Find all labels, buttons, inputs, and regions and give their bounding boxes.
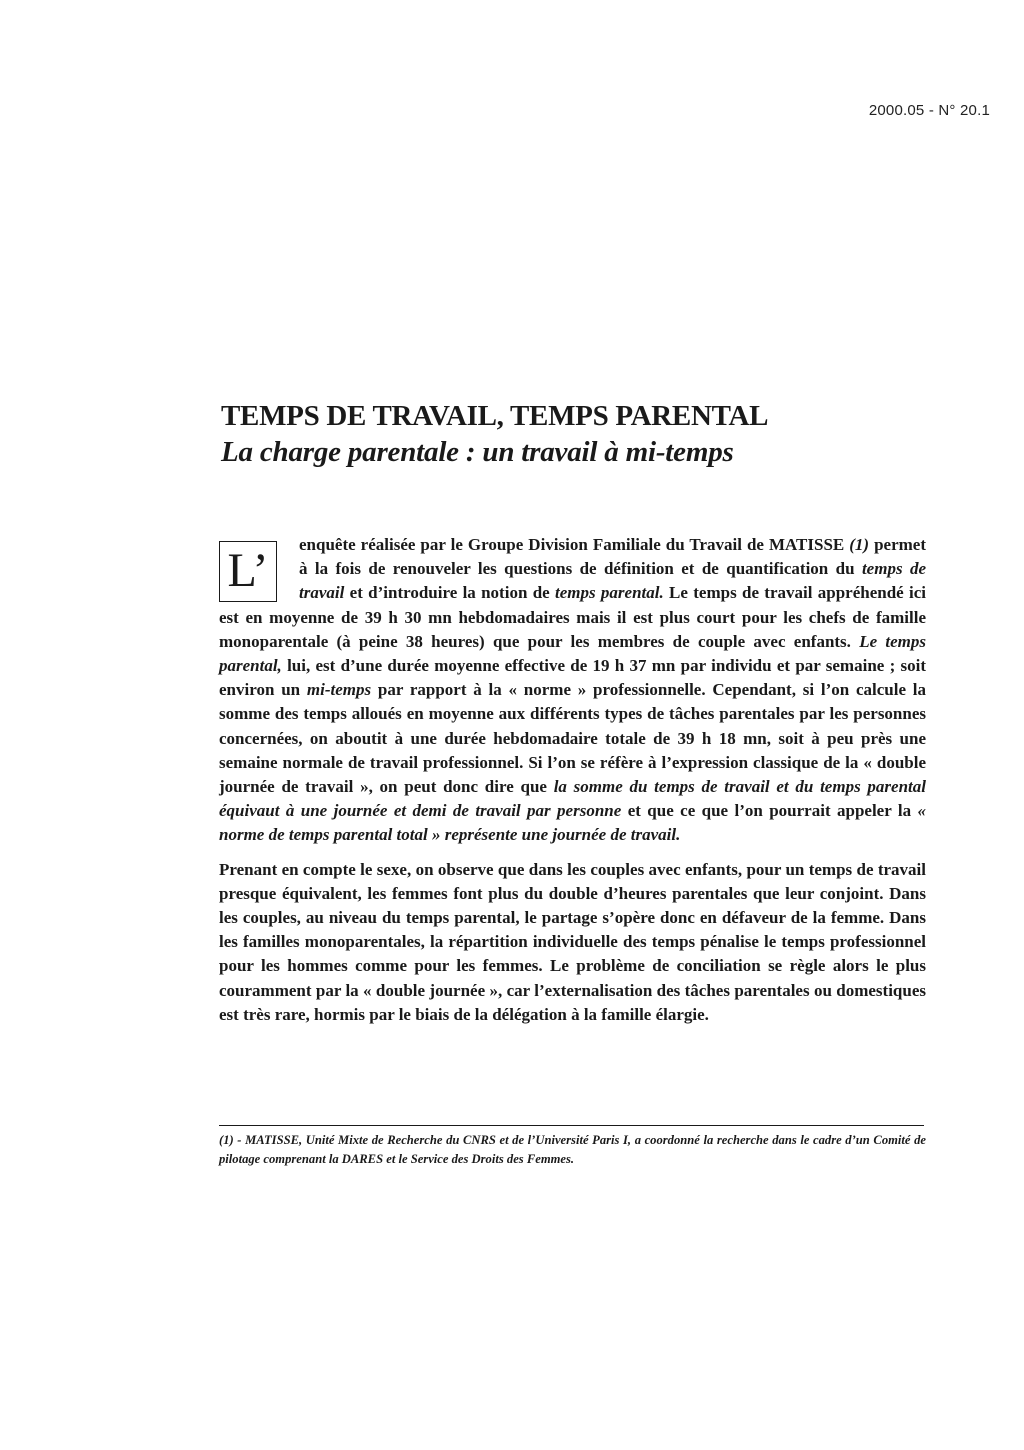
document-reference: 2000.05 - N° 20.1 [868,102,990,119]
emphasis-text: temps de travail [299,559,926,603]
paragraph-1 [219,533,926,848]
footnote-divider [219,1125,924,1126]
emphasis-text: mi-temps [306,680,372,700]
text-run: permet à la fois de renouveler les questions de définition et de quantification du [299,535,926,579]
footnote: (1) - MATISSE, Unité Mixte de Recherche du CNRS et de l’Université Paris I, a coordonné la recherche dans le cadre d’un Comité de pilotage comprenant la DARES et le Service des Droits des Femmes. [219,1133,926,1166]
drop-cap: L’ [219,541,277,602]
text-run: et que ce que l’on pourrait appeler la [621,801,918,821]
text-run: enquête réalisée par le Groupe Division Familiale du Travail de MATISSE [299,535,850,554]
emphasis-text: « norme de temps parental total » représente une journée de travail. [219,801,926,845]
title-block [221,398,941,470]
page-title: TEMPS DE TRAVAIL, TEMPS PARENTAL [221,400,769,432]
text-run: lui, est d’une durée moyenne effective de 19 h 37 mn par individu et par semaine ; soit environ un [219,656,926,700]
footnote-marker: (1) [849,535,870,554]
article-body [219,533,926,1027]
page-subtitle: La charge parentale : un travail à mi-temps [221,436,734,468]
emphasis-text: la somme du temps de travail et du temps parental équivaut à une journée et demi de travail par personne [219,777,926,821]
text-run: par rapport à la « norme » professionnelle. Cependant, si l’on calcule la somme des temps alloués en moyenne aux différents types de tâches parentales par les personnes concernées, on aboutit à une durée hebdomadaire totale de 39 h 18 mn, soit à peu près une semaine normale de travail professionnel. Si l’on se réfère à l’expression classique de la « double journée de travail », on peut donc dire que [219,680,926,797]
text-run: et d’introduire la notion de [344,583,556,603]
paragraph-2: Prenant en compte le sexe, on observe que dans les couples avec enfants, pour un temps de travail presque équivalent, les femmes font plus du double d’heures parentales que leur conjoint. Dans les couples, au niveau du temps parental, le partage s’opère donc en défaveur de la femme. Dans les familles monoparentales, la répartition individuelle des temps pénalise le temps professionnel pour les hommes comme pour les femmes. Le problème de conciliation se règle alors le plus couramment par la « double journée », car l’externalisation des tâches parentales ou domestiques est très rare, hormis par le biais de la délégation à la famille élargie. [219,859,926,1024]
emphasis-text: Le temps parental, [219,631,926,676]
text-run: Le temps de travail appréhendé ici est en moyenne de 39 h 30 mn hebdomadaires mais il est plus court pour les chefs de famille monoparentale (à peine 38 heures) que pour les membres de couple avec enfants. [219,583,927,651]
emphasis-text: temps parental. [555,583,664,603]
